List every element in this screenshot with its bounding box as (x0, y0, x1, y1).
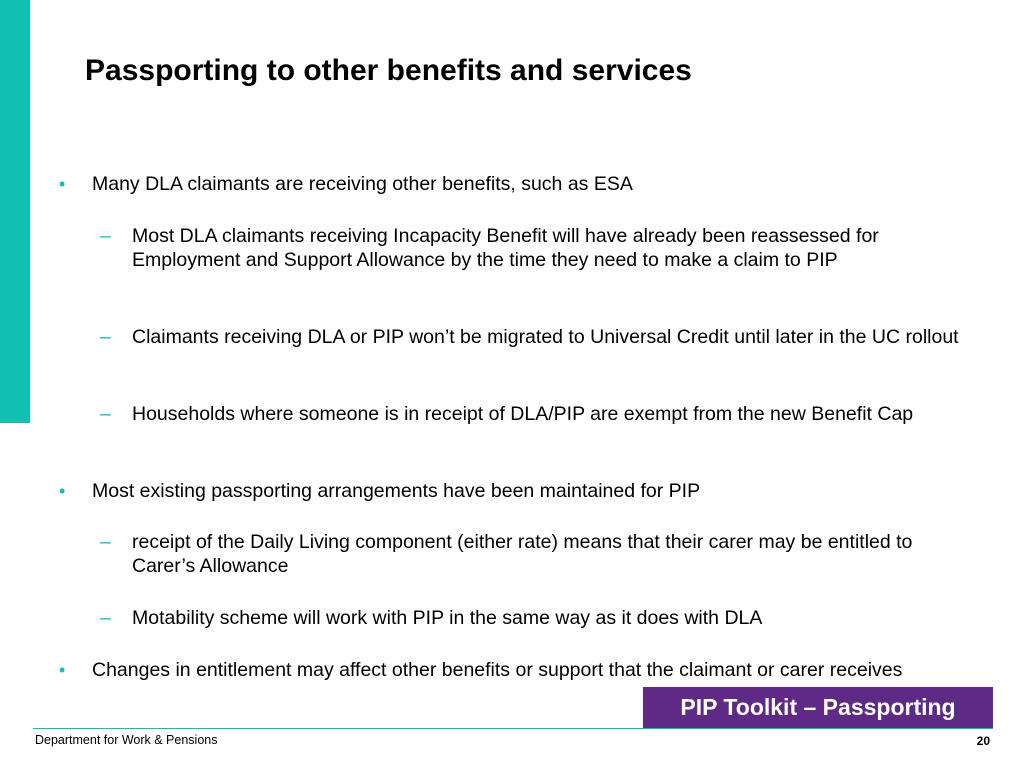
sub-bullet-text: Most DLA claimants receiving Incapacity Benefit will have already been reassessed for Employment and Support Allowance by the time they need to make a claim to PIP (132, 225, 879, 271)
sub-bullet-text: receipt of the Daily Living component (either rate) means that their carer may be entitled to Carer’s Allowance (132, 531, 913, 577)
page-number: 20 (976, 734, 990, 748)
sub-bullet-item (100, 402, 962, 426)
bullet-item (59, 172, 962, 196)
sub-bullet-item (100, 606, 962, 630)
footer-organisation: Department for Work & Pensions (35, 733, 218, 747)
sub-bullet-marker: – (100, 225, 111, 247)
sub-bullet-marker: – (100, 403, 111, 425)
sub-bullet-item (100, 530, 962, 578)
bullet-marker: • (59, 174, 66, 194)
bullet-text: Many DLA claimants are receiving other benefits, such as ESA (92, 173, 633, 195)
sub-bullet-text: Claimants receiving DLA or PIP won’t be migrated to Universal Credit until later in the UC rollout (132, 326, 959, 348)
bullet-text: Changes in entitlement may affect other benefits or support that the claimant or carer receives (92, 659, 903, 681)
bullet-item (59, 479, 962, 503)
sub-bullet-marker: – (100, 531, 111, 553)
sub-bullet-item (100, 325, 962, 349)
bullet-item (59, 658, 962, 682)
bullet-text: Most existing passporting arrangements have been maintained for PIP (92, 480, 701, 502)
toolkit-label: PIP Toolkit – Passporting (643, 687, 993, 728)
sub-bullet-marker: – (100, 607, 111, 629)
sub-bullet-item (100, 224, 962, 272)
sub-bullet-marker: – (100, 326, 111, 348)
footer-divider (33, 728, 993, 729)
slide-title: Passporting to other benefits and services (85, 54, 692, 87)
sub-bullet-text: Households where someone is in receipt of DLA/PIP are exempt from the new Benefit Cap (132, 403, 914, 425)
sub-bullet-text: Motability scheme will work with PIP in the same way as it does with DLA (132, 607, 763, 629)
bullet-marker: • (59, 660, 66, 680)
bullet-marker: • (59, 481, 66, 501)
